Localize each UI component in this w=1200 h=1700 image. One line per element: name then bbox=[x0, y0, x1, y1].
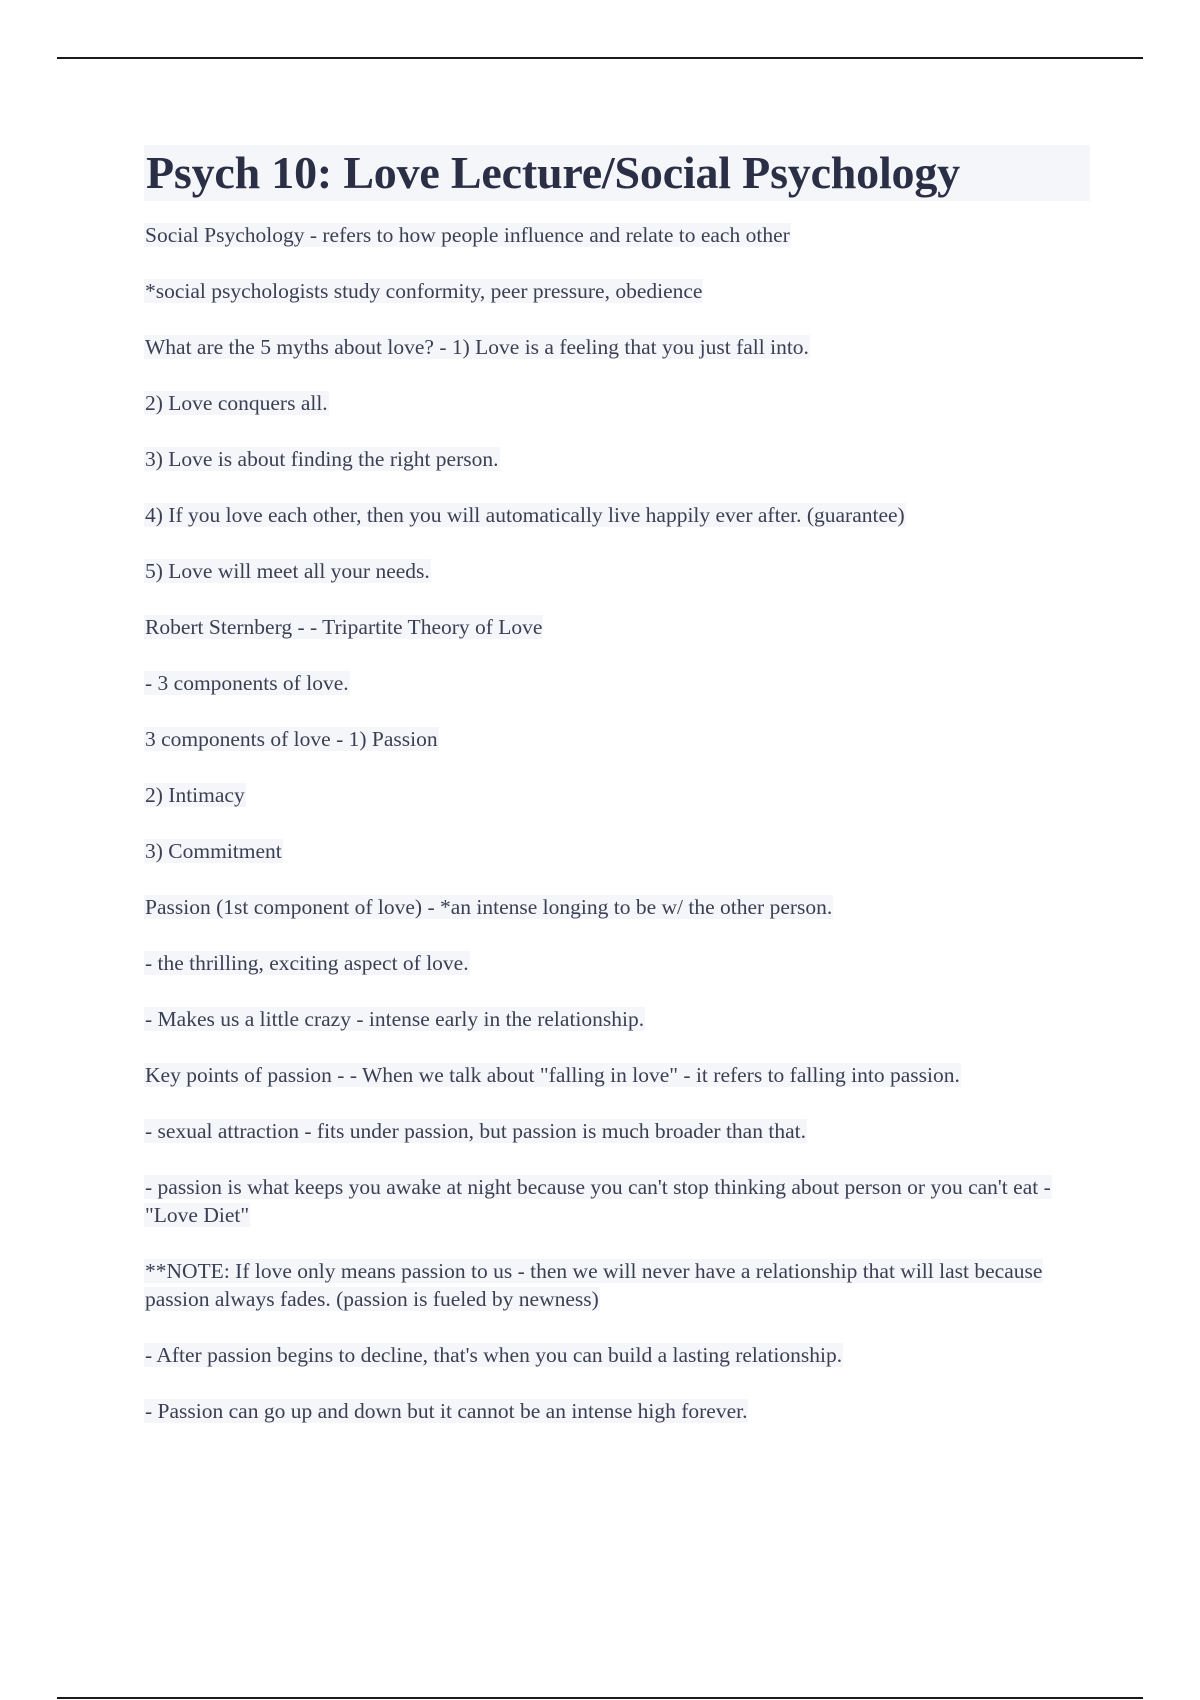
note-text: 4) If you love each other, then you will automatically live happily ever after. (guarantee) bbox=[145, 503, 905, 527]
note-myth-3 bbox=[144, 445, 1090, 473]
note-passion-key-points bbox=[144, 1061, 1090, 1089]
note-myth-2 bbox=[144, 389, 1090, 417]
note-myth-5 bbox=[144, 557, 1090, 585]
bottom-rule bbox=[57, 1697, 1143, 1699]
note-love-diet bbox=[144, 1173, 1090, 1229]
note-three-components bbox=[144, 669, 1090, 697]
note-component-passion bbox=[144, 725, 1090, 753]
document-body bbox=[144, 145, 1090, 1453]
note-text: Passion (1st component of love) - *an intense longing to be w/ the other person. bbox=[145, 895, 833, 919]
note-social-psychologists-study bbox=[144, 277, 1090, 305]
note-text: - Makes us a little crazy - intense early in the relationship. bbox=[145, 1007, 645, 1031]
note-component-commitment bbox=[144, 837, 1090, 865]
note-text: Social Psychology - refers to how people influence and relate to each other bbox=[145, 223, 790, 247]
note-text: 3) Commitment bbox=[145, 839, 282, 863]
note-text: **NOTE: If love only means passion to us - then we will never have a relationship that will last because passion always fades. (passion is fueled by newness) bbox=[145, 1259, 1043, 1311]
note-text: 2) Intimacy bbox=[145, 783, 245, 807]
note-text: - Passion can go up and down but it cannot be an intense high forever. bbox=[145, 1399, 748, 1423]
note-passion-definition bbox=[144, 893, 1090, 921]
note-lasting-relationship bbox=[144, 1341, 1090, 1369]
note-social-psychology-definition bbox=[144, 221, 1090, 249]
note-passion-fades bbox=[144, 1257, 1090, 1313]
note-text: - 3 components of love. bbox=[145, 671, 349, 695]
notes-list bbox=[144, 221, 1090, 1425]
note-text: - sexual attraction - fits under passion, but passion is much broader than that. bbox=[145, 1119, 806, 1143]
note-text: - After passion begins to decline, that's when you can build a lasting relationship. bbox=[145, 1343, 843, 1367]
note-passion-up-down bbox=[144, 1397, 1090, 1425]
note-text: 2) Love conquers all. bbox=[145, 391, 328, 415]
note-sternberg-theory bbox=[144, 613, 1090, 641]
note-text: 3) Love is about finding the right person. bbox=[145, 447, 499, 471]
note-myth-4 bbox=[144, 501, 1090, 529]
note-text: What are the 5 myths about love? - 1) Love is a feeling that you just fall into. bbox=[145, 335, 809, 359]
note-text: *social psychologists study conformity, peer pressure, obedience bbox=[145, 279, 703, 303]
note-text: Robert Sternberg - - Tripartite Theory of Love bbox=[145, 615, 543, 639]
note-text: - passion is what keeps you awake at night because you can't stop thinking about person or you can't eat - "Love Diet" bbox=[145, 1175, 1051, 1227]
note-text: 3 components of love - 1) Passion bbox=[145, 727, 438, 751]
top-rule bbox=[57, 57, 1143, 59]
note-text: 5) Love will meet all your needs. bbox=[145, 559, 430, 583]
note-component-intimacy bbox=[144, 781, 1090, 809]
note-sexual-attraction bbox=[144, 1117, 1090, 1145]
document-title: Psych 10: Love Lecture/Social Psychology bbox=[144, 145, 1090, 201]
note-passion-crazy bbox=[144, 1005, 1090, 1033]
note-text: - the thrilling, exciting aspect of love. bbox=[145, 951, 469, 975]
note-text: Key points of passion - - When we talk about "falling in love" - it refers to falling into passion. bbox=[145, 1063, 960, 1087]
note-love-myths-question bbox=[144, 333, 1090, 361]
note-passion-thrilling bbox=[144, 949, 1090, 977]
